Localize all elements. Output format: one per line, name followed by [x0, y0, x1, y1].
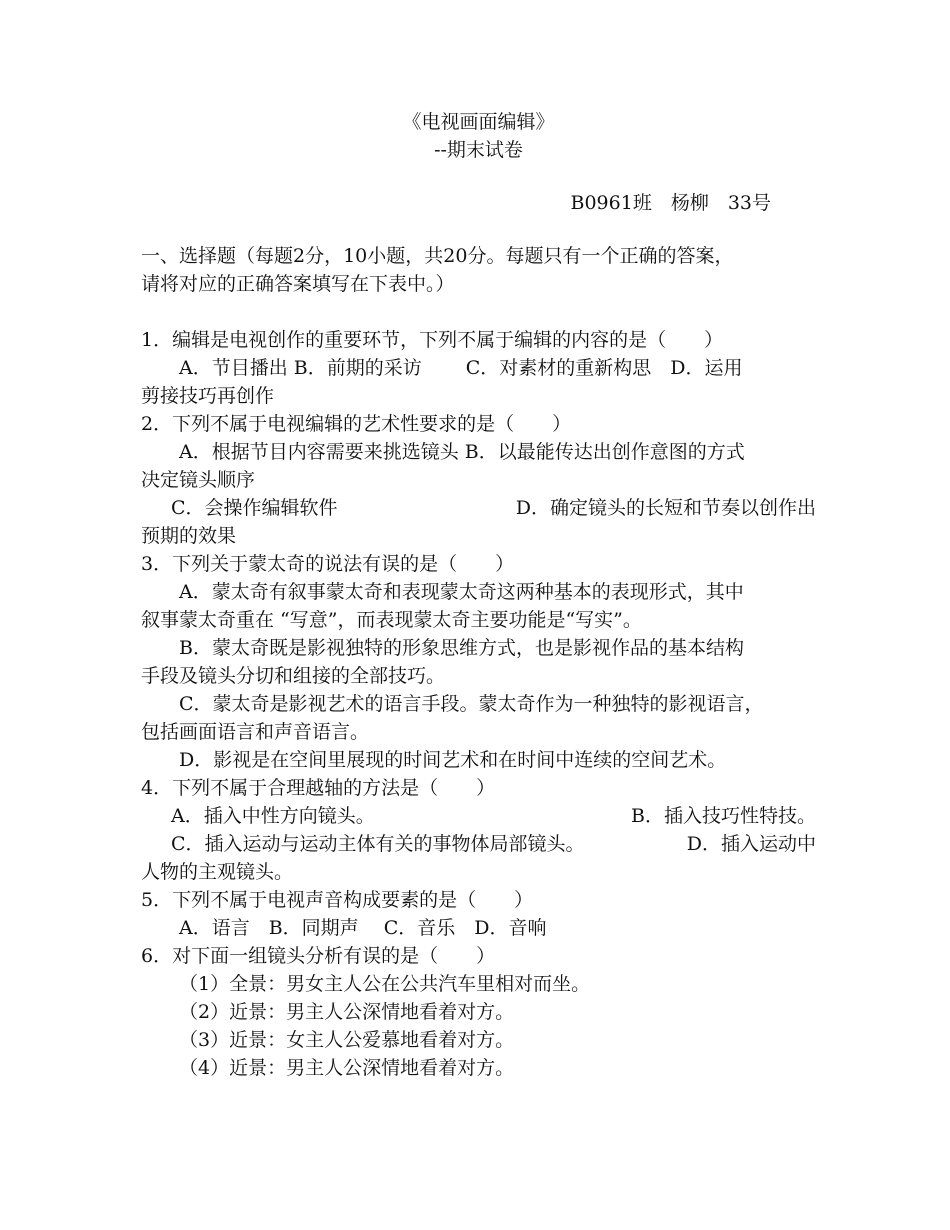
- question-6: [141, 942, 816, 1082]
- question-3-option-b-line-2: 手段及镜头分切和组接的全部技巧。: [141, 665, 446, 687]
- question-1-stem: 1．编辑是电视创作的重要环节，下列不属于编辑的内容的是（ ）: [141, 329, 724, 351]
- question-5: [141, 886, 816, 942]
- question-4-option-c: C．插入运动与运动主体有关的事物体局部镜头。: [171, 833, 585, 855]
- question-3: [141, 550, 816, 774]
- question-2-stem: 2．下列不属于电视编辑的艺术性要求的是（ ）: [141, 413, 572, 435]
- question-4-option-d-line-1: D．插入运动中: [686, 833, 816, 855]
- question-1-options-line-1: A．节目播出 B．前期的采访 C．对素材的重新构思 D．运用: [179, 357, 743, 379]
- question-1-options-line-2: 剪接技巧再创作: [141, 385, 275, 407]
- section-1-heading: [141, 242, 816, 298]
- question-4-option-a: A．插入中性方向镜头。: [171, 805, 375, 827]
- question-6-shot-1: （1）全景：男女主人公在公共汽车里相对而坐。: [179, 973, 591, 995]
- question-6-stem: 6．对下面一组镜头分析有误的是（ ）: [141, 945, 496, 967]
- question-2-option-d-line-1: D．确定镜头的长短和节奏以创作出: [515, 497, 816, 519]
- question-4: [141, 774, 816, 886]
- question-6-shot-4: （4）近景：男主人公深情地看着对方。: [179, 1057, 515, 1079]
- question-2-option-c: C．会操作编辑软件: [171, 497, 338, 519]
- author-line: B0961班 杨柳 33号: [570, 192, 771, 214]
- blank-line: [141, 298, 816, 326]
- question-4-option-b: B．插入技巧性特技。: [631, 805, 816, 827]
- question-3-option-a-line-2: 叙事蒙太奇重在 “写意”，而表现蒙太奇主要功能是“写实”。: [141, 609, 642, 631]
- question-4-stem: 4．下列不属于合理越轴的方法是（ ）: [141, 777, 496, 799]
- question-3-option-d: D．影视是在空间里展现的时间艺术和在时间中连续的空间艺术。: [179, 749, 727, 771]
- question-5-options: A．语言 B．同期声 C．音乐 D．音响: [179, 917, 547, 939]
- question-2-options-cd-row: [141, 494, 816, 522]
- question-3-option-a-line-1: A．蒙太奇有叙事蒙太奇和表现蒙太奇这两种基本的表现形式，其中: [179, 581, 744, 603]
- section-1-heading-line-2: 请将对应的正确答案填写在下表中。）: [141, 273, 455, 295]
- question-4-options-ab-row: [141, 802, 816, 830]
- question-2-options-ab-line-2: 决定镜头顺序: [141, 469, 256, 491]
- question-3-option-b-line-1: B．蒙太奇既是影视独特的形象思维方式，也是影视作品的基本结构: [179, 637, 744, 659]
- question-6-shot-3: （3）近景：女主人公爱慕地看着对方。: [179, 1029, 515, 1051]
- question-3-option-c-line-2: 包括画面语言和声音语言。: [141, 721, 370, 743]
- question-6-shot-2: （2）近景：男主人公深情地看着对方。: [179, 1001, 515, 1023]
- question-4-option-d-line-2: 人物的主观镜头。: [141, 861, 294, 883]
- question-3-stem: 3．下列关于蒙太奇的说法有误的是（ ）: [141, 553, 515, 575]
- document-body: [141, 108, 816, 1082]
- question-5-stem: 5．下列不属于电视声音构成要素的是（ ）: [141, 889, 534, 911]
- question-3-option-c-line-1: C．蒙太奇是影视艺术的语言手段。蒙太奇作为一种独特的影视语言，: [179, 693, 764, 715]
- question-1: [141, 326, 816, 410]
- question-4-options-cd-row: [141, 830, 816, 858]
- section-1-heading-line-1: 一、选择题（每题2分，10小题，共20分。每题只有一个正确的答案，: [141, 245, 734, 267]
- question-2-options-ab-line-1: A．根据节目内容需要来挑选镜头 B．以最能传达出创作意图的方式: [179, 441, 745, 463]
- document-subtitle: --期末试卷: [434, 139, 523, 161]
- question-2-option-d-line-2: 预期的效果: [141, 525, 237, 547]
- question-2: [141, 410, 816, 550]
- document-title: 《电视画面编辑》: [402, 111, 555, 133]
